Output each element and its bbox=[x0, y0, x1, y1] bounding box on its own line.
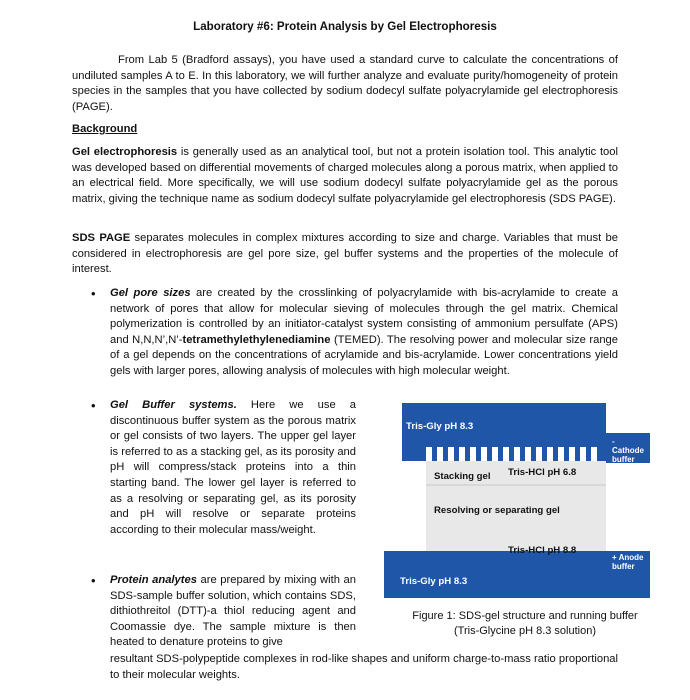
gel-pore-sizes-term: Gel pore sizes bbox=[110, 287, 191, 299]
document-title: Laboratory #6: Protein Analysis by Gel Electrophoresis bbox=[193, 20, 497, 33]
protein-analytes-item bbox=[110, 573, 356, 651]
sds-page-text: separates molecules in complex mixtures according to size and charge. Variables that must be considered in electrophoresis are gel pore size, gel buffer systems and the properties of the molecule of interest. bbox=[72, 232, 618, 276]
intro-paragraph: From Lab 5 (Bradford assays), you have used a standard curve to calculate the concentrations of undiluted samples A to E. In this laboratory, we will further analyze and evaluate purity/homogeneity of protein species in the samples that you have collected by sodium dodecyl sulfate polyacrylamide gel electrophoresis (PAGE). bbox=[72, 54, 618, 113]
stacking-ph-label: Tris-HCl pH 6.8 bbox=[508, 467, 577, 478]
bullet-1-marker: • bbox=[91, 286, 96, 301]
gel-buffer-systems-term: Gel Buffer systems. bbox=[110, 399, 237, 411]
gel-electrophoresis-paragraph bbox=[72, 145, 618, 207]
protein-analytes-continuation: resultant SDS-polypeptide complexes in rod-like shapes and uniform charge-to-mass ratio proportional to their molecular weights. bbox=[110, 653, 618, 681]
figure-caption bbox=[400, 609, 650, 639]
gel-pore-sizes-text-a: are created by the crosslinking of polyacrylamide with bis-acrylamide to create a network of pores that allow for molecular sieving of molecules through the gel matrix. Chemical polymerization is controlled by an initiator-catalyst system consisting of ammonium persulfate (APS) and N,N,N’,N’- bbox=[110, 287, 618, 346]
sds-gel-figure bbox=[384, 403, 650, 598]
gel-electrophoresis-text: is generally used as an analytical tool, but not a protein isolation tool. This analytic tool was developed based on differential movements of charged molecules along a porous matrix, when applied to an electrical field. More specifically, we will use sodium dodecyl sulfate polyacrylamide gel as the porous matrix, giving the technique name as sodium dodecyl sulfate polyacrylamide gel electrophoresis (SDS PAGE). bbox=[72, 146, 618, 205]
figure-caption-line-1: Figure 1: SDS-gel structure and running buffer bbox=[412, 610, 638, 622]
temed-full-name: tetramethylethylenediamine bbox=[182, 333, 331, 346]
top-buffer-label: Tris-Gly pH 8.3 bbox=[406, 421, 474, 432]
gel-pore-sizes-item bbox=[110, 286, 618, 380]
protein-analytes-text-a: are prepared by mixing with an SDS-sample buffer solution, which contains SDS, dithiothreitol (DTT)-a thiol reducing agent and Coomassie dye. The sample mixture is then heated to denature proteins to give bbox=[110, 574, 356, 649]
gel-pore-sizes-text-b: (TEMED). The resolving power and molecular size range of a gel depends on the concentrations of acrylamide and bis-acrylamide. Lower concentrations yield gels with larger pores, allowing analysis of molecules with high molecular weight. bbox=[110, 333, 618, 377]
resolving-gel-label: Resolving or separating gel bbox=[434, 505, 560, 516]
gel-buffer-systems-text: Here we use a discontinuous buffer system as the porous matrix or gel consists of two layers. The upper gel layer is referred to as a stacking gel, as its porosity and pH will compress/stack proteins into a thin starting band. The lower gel layer is referred to as a resolving or separating gel, as its porosity and pH will resolve or separate proteins according to their molecular mass/weight. bbox=[110, 399, 356, 536]
bullet-3-marker: • bbox=[91, 573, 96, 588]
background-heading: Background bbox=[72, 123, 138, 135]
bullet-2-marker: • bbox=[91, 398, 96, 413]
stacking-gel-label: Stacking gel bbox=[434, 471, 491, 482]
anode-label: + Anode buffer bbox=[612, 553, 644, 571]
gel-buffer-systems-item bbox=[110, 398, 356, 538]
cathode-label: - Cathode buffer bbox=[612, 437, 644, 464]
bottom-buffer-label: Tris-Gly pH 8.3 bbox=[400, 576, 468, 587]
gel-electrophoresis-term: Gel electrophoresis bbox=[72, 146, 178, 158]
figure-caption-line-2: (Tris-Glycine pH 8.3 solution) bbox=[453, 625, 597, 637]
sds-page-term: SDS PAGE bbox=[72, 232, 131, 244]
resolving-ph-label: Tris-HCl pH 8.8 bbox=[508, 545, 577, 556]
sds-page-paragraph bbox=[72, 231, 618, 278]
protein-analytes-term: Protein analytes bbox=[110, 574, 197, 586]
